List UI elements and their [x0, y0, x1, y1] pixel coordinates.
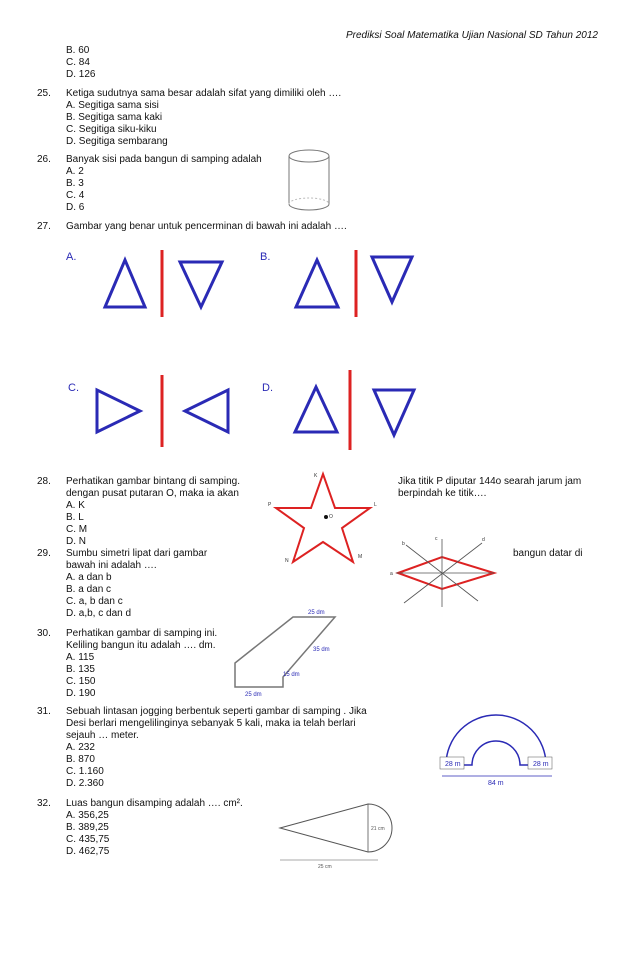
label-a: A. — [66, 251, 77, 263]
q30-option-a: A. 115 — [66, 652, 95, 663]
q25-text: Ketiga sudutnya sama besar adalah sifat yang dimiliki oleh …. — [66, 88, 342, 99]
q29-number: 29. — [37, 548, 51, 559]
axis-label-c: c — [435, 536, 438, 542]
q25-option-b: B. Segitiga sama kaki — [66, 112, 163, 123]
q31-text-2: Desi berlari mengelilinginya sebanyak 5 kali, maka ia telah berlari — [66, 718, 356, 729]
q24-option-b: B. 60 — [66, 45, 90, 56]
q26-option-b: B. 3 — [66, 178, 84, 189]
q30-option-b: B. 135 — [66, 664, 95, 675]
dim-right: 15 dm — [283, 672, 300, 678]
q31-option-a: A. 232 — [66, 742, 95, 753]
q28-text-2: dengan pusat putaran O, maka ia akan — [66, 488, 239, 499]
star-label-l: L — [374, 502, 377, 508]
q28-option-d: D. N — [66, 536, 86, 547]
dim-top: 25 dm — [308, 610, 325, 616]
q26-option-a: A. 2 — [66, 166, 84, 177]
q31-option-c: C. 1.160 — [66, 766, 104, 777]
q25-option-d: D. Segitiga sembarang — [66, 136, 168, 147]
page-header: Prediksi Soal Matematika Ujian Nasional SD Tahun 2012 — [346, 30, 598, 41]
rhombus-figure — [390, 535, 510, 610]
q27-number: 27. — [37, 221, 51, 232]
q32-number: 32. — [37, 798, 51, 809]
dim-bottom: 84 m — [488, 780, 504, 787]
cylinder-figure — [285, 146, 335, 216]
q28-option-a: A. K — [66, 500, 85, 511]
q29-option-a: A. a dan b — [66, 572, 112, 583]
q28-text-1: Perhatikan gambar bintang di samping. — [66, 476, 240, 487]
axis-label-b: b — [402, 541, 405, 547]
q31-option-d: D. 2.360 — [66, 778, 104, 789]
q32-option-a: A. 356,25 — [66, 810, 109, 821]
axis-label-d: d — [482, 537, 485, 543]
star-label-k: K — [314, 473, 318, 479]
q32-option-b: B. 389,25 — [66, 822, 109, 833]
reflection-figures — [60, 245, 440, 460]
q28-option-b: B. L — [66, 512, 84, 523]
q26-text: Banyak sisi pada bangun di samping adalah — [66, 154, 262, 165]
q29-text-2: bawah ini adalah …. — [66, 560, 157, 571]
q32-text: Luas bangun disamping adalah …. cm². — [66, 798, 243, 809]
track-figure — [438, 710, 558, 790]
q32-option-c: C. 435,75 — [66, 834, 110, 845]
label-c: C. — [68, 382, 79, 394]
q29-option-d: D. a,b, c dan d — [66, 608, 132, 619]
label-d: D. — [262, 382, 273, 394]
dim-right: 28 m — [533, 761, 549, 768]
star-label-p: P — [268, 502, 272, 508]
axis-label-a: a — [390, 571, 393, 577]
q32-option-d: D. 462,75 — [66, 846, 110, 857]
q30-text-1: Perhatikan gambar di samping ini. — [66, 628, 218, 639]
kite-figure — [278, 800, 398, 870]
q29-option-c: C. a, b dan c — [66, 596, 123, 607]
q26-number: 26. — [37, 154, 51, 165]
q28-text-right-1: Jika titik P diputar 144o searah jarum jam — [398, 476, 582, 487]
q31-text-1: Sebuah lintasan jogging berbentuk seperti gambar di samping . Jika — [66, 706, 367, 717]
q31-option-b: B. 870 — [66, 754, 95, 765]
star-label-o: O — [329, 514, 333, 520]
q30-number: 30. — [37, 628, 51, 639]
q26-option-d: D. 6 — [66, 202, 85, 213]
q28-text-right-2: berpindah ke titik…. — [398, 488, 487, 499]
q29-option-b: B. a dan c — [66, 584, 112, 595]
q30-option-d: D. 190 — [66, 688, 96, 699]
label-b: B. — [260, 251, 271, 263]
q31-text-3: sejauh … meter. — [66, 730, 139, 741]
q27-text: Gambar yang benar untuk pencerminan di bawah ini adalah …. — [66, 221, 347, 232]
q29-text-right: bangun datar di — [513, 548, 583, 559]
q28-option-c: C. M — [66, 524, 88, 535]
star-label-n: N — [285, 558, 289, 564]
q26-option-c: C. 4 — [66, 190, 85, 201]
q25-number: 25. — [37, 88, 51, 99]
dim-bottom: 25 dm — [245, 692, 262, 698]
q31-number: 31. — [37, 706, 51, 717]
q30-option-c: C. 150 — [66, 676, 96, 687]
q25-option-a: A. Segitiga sama sisi — [66, 100, 159, 111]
q29-text-1: Sumbu simetri lipat dari gambar — [66, 548, 208, 559]
dim-height: 21 cm — [371, 826, 385, 832]
star-figure — [268, 470, 388, 565]
dim-slant: 35 dm — [313, 647, 330, 653]
q24-option-c: C. 84 — [66, 57, 90, 68]
dim-left: 28 m — [445, 761, 461, 768]
q30-text-2: Keliling bangun itu adalah …. dm. — [66, 640, 216, 651]
q24-option-d: D. 126 — [66, 69, 96, 80]
q25-option-c: C. Segitiga siku-kiku — [66, 124, 157, 135]
dim-width: 25 cm — [318, 864, 332, 870]
trapezoid-figure — [225, 605, 345, 700]
star-label-m: M — [358, 554, 363, 560]
q28-number: 28. — [37, 476, 51, 487]
